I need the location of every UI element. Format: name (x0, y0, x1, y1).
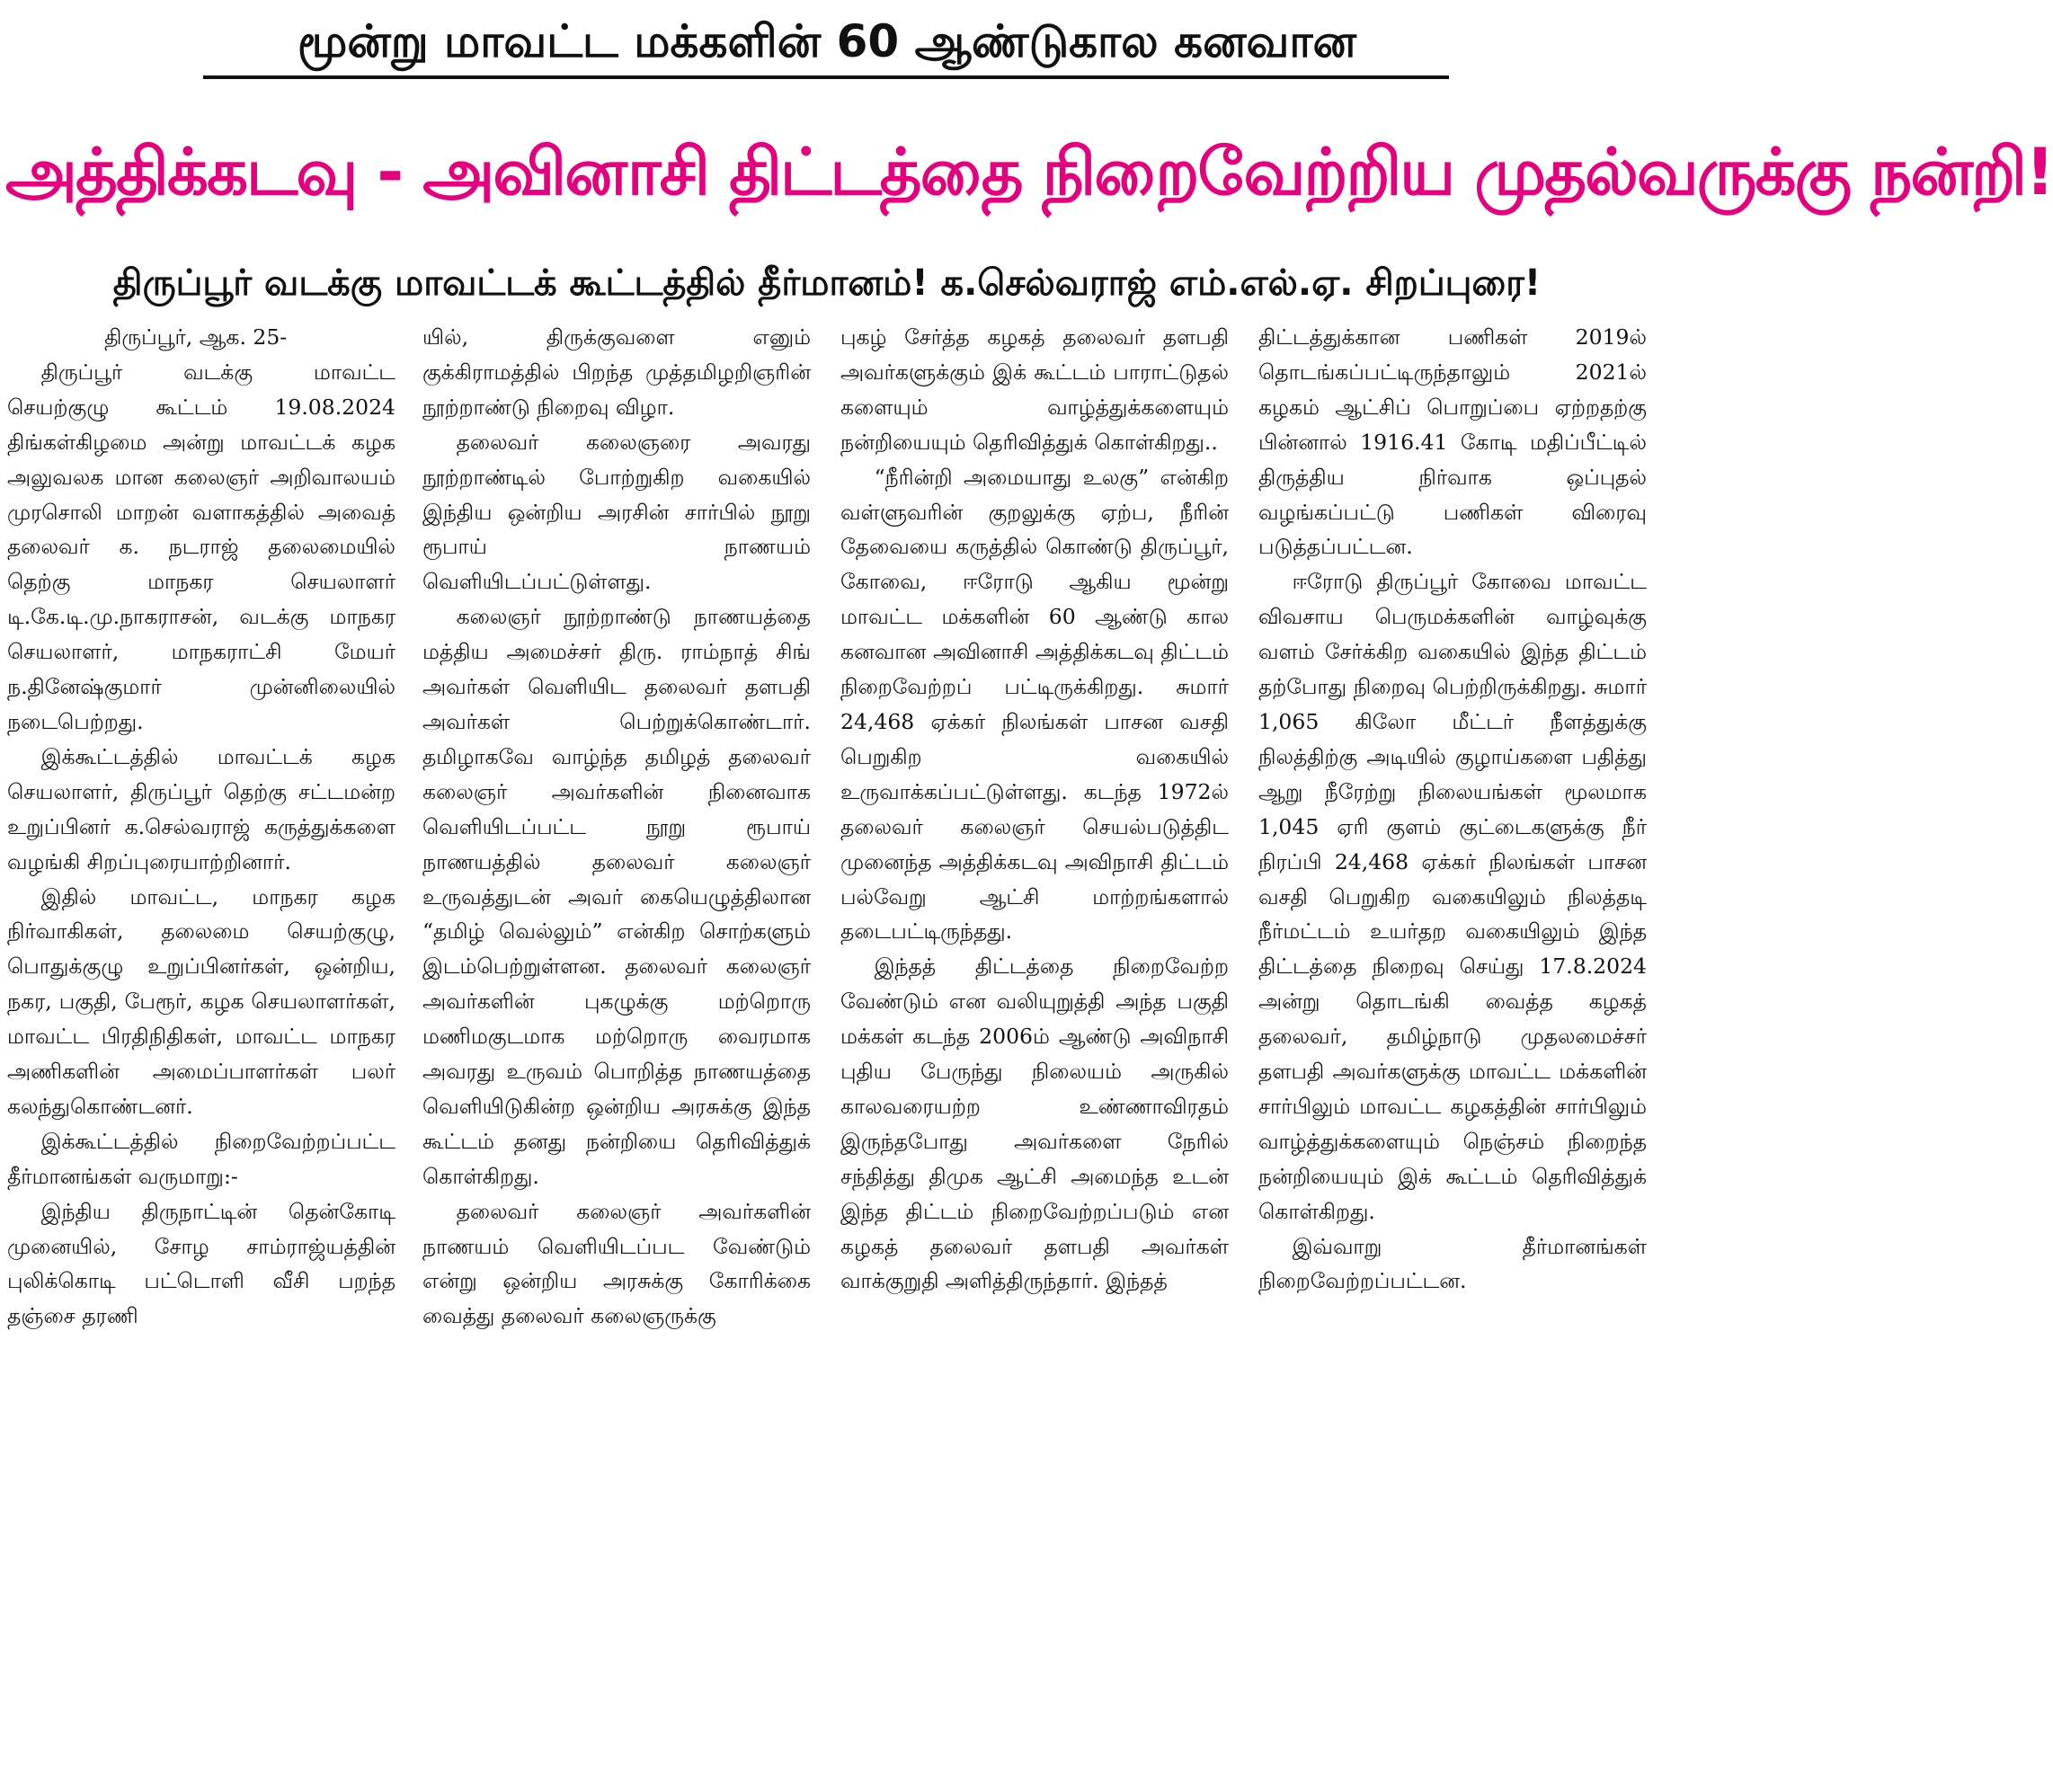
headline: அத்திக்கடவு - அவினாசி திட்டத்தை நிறைவேற்றிய முதல்வருக்கு நன்றி! (5, 134, 2053, 209)
paragraph: திருப்பூர் வடக்கு மாவட்ட செயற்குழு கூட்டம் 19.08.2024 திங்கள்கிழமை அன்று மாவட்டக் கழக அலுவலக மான கலைஞர் அறிவாலயம் முரசொலி மாறன் வளாகத்தில் அவைத் தலைவர் க. நடராஜ் தலைமையில் தெற்கு மாநகர செயலாளர் டி.கே.டி.மு.நாகராசன், வடக்கு மாநகர செயலாளர், மாநகராட்சி மேயர் ந.தினேஷ்குமார் முன்னிலையில் நடைபெற்றது. (7, 359, 395, 734)
paragraph: யில், திருக்குவளை எனும் குக்கிராமத்தில் பிறந்த முத்தமிழறிஞரின் நூற்றாண்டு நிறைவு விழா. (422, 324, 811, 420)
dateline: திருப்பூர், ஆக. 25- (104, 324, 288, 350)
paragraph: இவ்வாறு தீர்மானங்கள் நிறைவேற்றப்பட்டன. (1258, 1233, 1647, 1294)
paragraph: இந்திய திருநாட்டின் தென்கோடி முனையில், சோழ சாம்ராஜ்யத்தின் புலிக்கொடி பட்டொளி வீசி பறந்த தஞ்சை தரணி (7, 1198, 395, 1329)
paragraph: புகழ் சேர்த்த கழகத் தலைவர் தளபதி அவர்களுக்கும் இக் கூட்டம் பாராட்டுதல் களையும் வாழ்த்துக்களையும் நன்றியையும் தெரிவித்துக் கொள்கிறது.. (840, 324, 1229, 455)
paragraph: தலைவர் கலைஞர் அவர்களின் நாணயம் வெளியிடப்பட வேண்டும் என்று ஒன்றிய அரசுக்கு கோரிக்கை வைத்து தலைவர் கலைஞருக்கு (422, 1198, 811, 1329)
article-column-3 (840, 320, 1229, 1792)
kicker-line: மூன்று மாவட்ட மக்களின் 60 ஆண்டுகால கனவான (297, 15, 1357, 67)
paragraph: கலைஞர் நூற்றாண்டு நாணயத்தை மத்திய அமைச்சர் திரு. ராம்நாத் சிங் அவர்கள் வெளியிட தலைவர் தளபதி அவர்கள் பெற்றுக்கொண்டார். தமிழாகவே வாழ்ந்த தமிழத் தலைவர் கலைஞர் அவர்களின் நினைவாக வெளியிடப்பட்ட நூறு ரூபாய் நாணயத்தில் தலைவர் கலைஞர் உருவத்துடன் அவர் கையெழுத்திலான “தமிழ் வெல்லும்” என்கிற சொற்களும் இடம்பெற்றுள்ளன. தலைவர் கலைஞர் அவர்களின் புகழுக்கு மற்றொரு மணிமகுடமாக மற்றொரு வைரமாக அவரது உருவம் பொறித்த நாணயத்தை வெளியிடுகின்ற ஒன்றிய அரசுக்கு இந்த கூட்டம் தனது நன்றியை தெரிவித்துக் கொள்கிறது. (422, 604, 811, 1189)
paragraph: இக்கூட்டத்தில் மாவட்டக் கழக செயலாளர், திருப்பூர் தெற்கு சட்டமன்ற உறுப்பினர் க.செல்வராஜ் கருத்துக்களை வழங்கி சிறப்புரையாற்றினார். (7, 743, 395, 874)
article-column-1 (7, 320, 395, 1792)
paragraph: “நீரின்றி அமையாது உலகு” என்கிற வள்ளுவரின் குறலுக்கு ஏற்ப, நீரின் தேவையை கருத்தில் கொண்டு திருப்பூர், கோவை, ஈரோடு ஆகிய மூன்று மாவட்ட மக்களின் 60 ஆண்டு கால கனவான அவினாசி அத்திக்கடவு திட்டம் நிறைவேற்றப் பட்டிருக்கிறது. சுமார் 24,468 ஏக்கர் நிலங்கள் பாசன வசதி பெறுகிற வகையில் உருவாக்கப்பட்டுள்ளது. கடந்த 1972ல் தலைவர் கலைஞர் செயல்படுத்திட முனைந்த அத்திக்கடவு அவிநாசி திட்டம் பல்வேறு ஆட்சி மாற்றங்களால் தடைபட்டிருந்தது. (840, 464, 1229, 945)
paragraph: திட்டத்துக்கான பணிகள் 2019ல் தொடங்கப்பட்டிருந்தாலும் 2021ல் கழகம் ஆட்சிப் பொறுப்பை ஏற்றதற்கு பின்னால் 1916.41 கோடி மதிப்பீட்டில் திருத்திய நிர்வாக ஒப்புதல் வழங்கப்பட்டு பணிகள் விரைவு படுத்தப்பட்டன. (1258, 324, 1647, 560)
kicker-underline (203, 75, 1449, 79)
paragraph: இந்தத் திட்டத்தை நிறைவேற்ற வேண்டும் என வலியுறுத்தி அந்த பகுதி மக்கள் கடந்த 2006ம் ஆண்டு அவிநாசி புதிய பேருந்து நிலையம் அருகில் காலவரையற்ற உண்ணாவிரதம் இருந்தபோது அவர்களை நேரில் சந்தித்து திமுக ஆட்சி அமைந்த உடன் இந்த திட்டம் நிறைவேற்றப்படும் என கழகத் தலைவர் தளபதி அவர்கள் வாக்குறுதி அளித்திருந்தார். இந்தத் (840, 954, 1229, 1294)
paragraph: ஈரோடு திருப்பூர் கோவை மாவட்ட விவசாய பெருமக்களின் வாழ்வுக்கு வளம் சேர்க்கிற வகையில் இந்த திட்டம் தற்போது நிறைவு பெற்றிருக்கிறது. சுமார் 1,065 கிலோ மீட்டர் நீளத்துக்கு நிலத்திற்கு அடியில் குழாய்களை பதித்து ஆறு நீரேற்று நிலையங்கள் மூலமாக 1,045 ஏரி குளம் குட்டைகளுக்கு நீர் நிரப்பி 24,468 ஏக்கர் நிலங்கள் பாசன வசதி பெறுகிற வகையிலும் நிலத்தடி நீர்மட்டம் உயர்தற வகையிலும் இந்த திட்டத்தை நிறைவு செய்து 17.8.2024 அன்று தொடங்கி வைத்த கழகத் தலைவர், தமிழ்நாடு முதலமைச்சர் தளபதி அவர்களுக்கு மாவட்ட மக்களின் சார்பிலும் மாவட்ட கழகத்தின் சார்பிலும் வாழ்த்துக்களையும் நெஞ்சம் நிறைந்த நன்றியையும் இக் கூட்டம் தெரிவித்துக் கொள்கிறது. (1258, 569, 1647, 1224)
subheadline: திருப்பூர் வடக்கு மாவட்டக் கூட்டத்தில் தீர்மானம்! க.செல்வராஜ் எம்.எல்.ஏ. சிறப்புரை! (112, 262, 1542, 304)
paragraph: தலைவர் கலைஞரை அவரது நூற்றாண்டில் போற்றுகிற வகையில் இந்திய ஒன்றிய அரசின் சார்பில் நூறு ரூபாய் நாணயம் வெளியிடப்பட்டுள்ளது. (422, 429, 811, 595)
paragraph: இக்கூட்டத்தில் நிறைவேற்றப்பட்ட தீர்மானங்கள் வருமாறு:- (7, 1128, 395, 1189)
article-column-2 (422, 320, 811, 1792)
article-column-4 (1258, 320, 1647, 1792)
paragraph: இதில் மாவட்ட, மாநகர கழக நிர்வாகிகள், தலைமை செயற்குழு, பொதுக்குழு உறுப்பினர்கள், ஒன்றிய, நகர, பகுதி, பேரூர், கழக செயலாளர்கள், மாவட்ட பிரதிநிதிகள், மாவட்ட மாநகர அணிகளின் அமைப்பாளர்கள் பலர் கலந்துகொண்டனர். (7, 883, 395, 1119)
